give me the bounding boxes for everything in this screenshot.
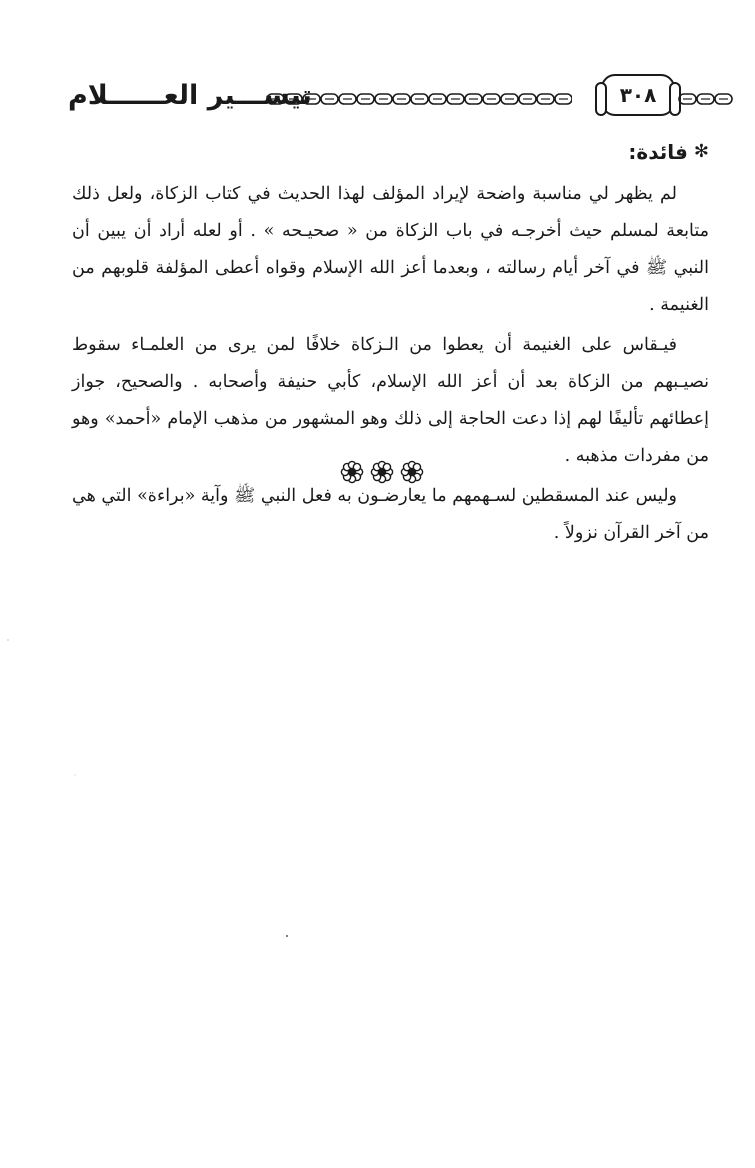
chain-border-left: [266, 92, 572, 106]
section-divider-ornament: [340, 460, 424, 484]
book-title: تيســـير العــــــلام: [68, 80, 312, 111]
asterisk-star-icon: ✻: [693, 141, 709, 162]
flower-ornament-icon: [370, 460, 394, 484]
section-heading: [628, 140, 709, 164]
flower-ornament-icon: [400, 460, 424, 484]
paragraph: لم يظهر لي مناسبة واضحة لإيراد المؤلف لهذا الحديث في كتاب الزكاة، ولعل ذلك متابعة لمسلم حيث أخرجـه في باب الزكاة من « صحيـحه » . أو لعله أراد أن يبين أن النبي ﷺ في آخر أيام رسالته ، وبعدما أعز الله الإسلام وقواه أعطى المؤلفة قلوبهم من الغنيمة .: [72, 184, 709, 315]
page-header: [60, 74, 700, 124]
chain-border-right: [678, 92, 734, 106]
paragraph: فيـقاس على الغنيمة أن يعطوا من الـزكاة خلافًا لمن يرى من العلمـاء سقوط نصيـبهم من الزكاة بعد أن أعز الله الإسلام، كأبي حنيفة وأصحابه . والصحيح، جواز إعطائهم تأليفًا لهم إذا دعت الحاجة إلى ذلك وهو المشهور من مذهب الإمام «أحمد» وهو من مفردات مذهبه .: [72, 335, 709, 466]
body-text: [72, 176, 709, 555]
paragraph: وليس عند المسقطين لسـهمهم ما يعارضـون به فعل النبي ﷺ وآية «براءة» التي هي من آخر القرآن نزولاً .: [72, 486, 709, 543]
page-number: ٣٠٨: [601, 74, 675, 116]
flower-ornament-icon: [340, 460, 364, 484]
heading-label: فائدة:: [628, 140, 688, 164]
